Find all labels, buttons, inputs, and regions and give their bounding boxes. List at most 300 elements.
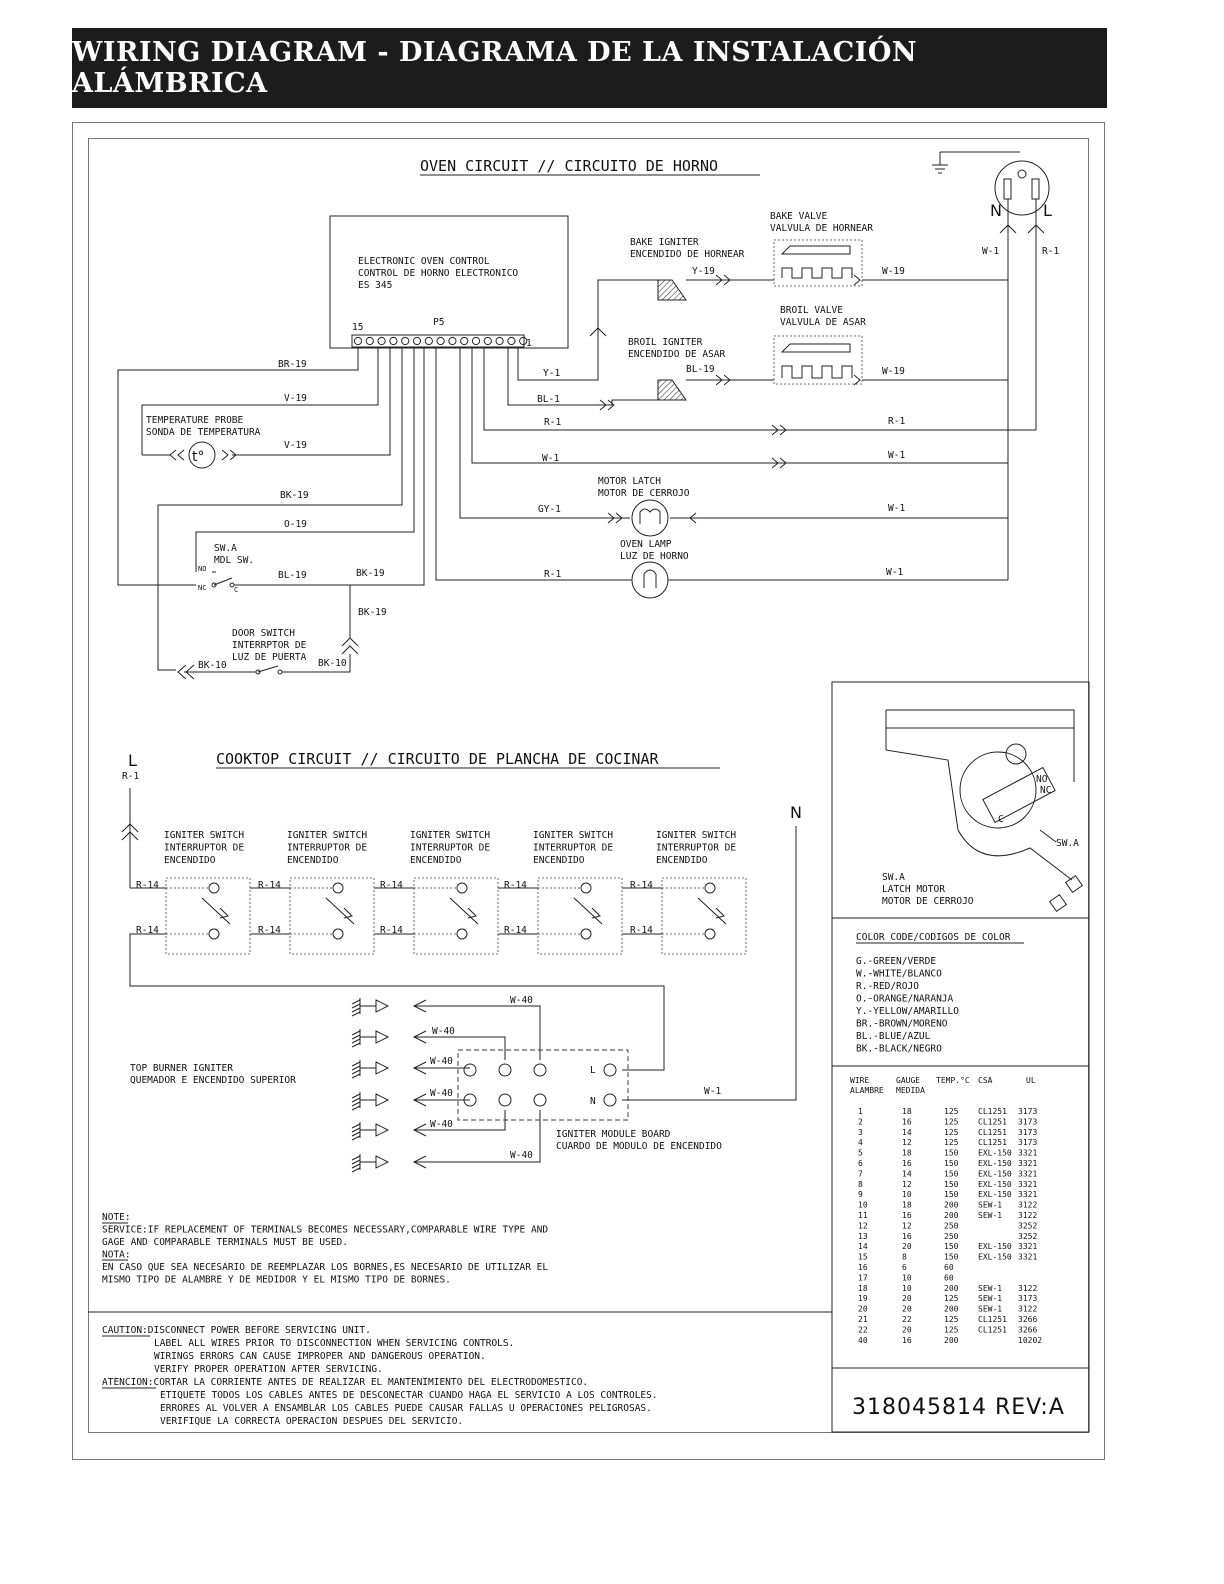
table-cell: 4 [858, 1138, 863, 1148]
connector-pin [390, 337, 397, 344]
table-cell: 10202 [1018, 1335, 1043, 1345]
burner-electrode [352, 998, 426, 1016]
burner-electrode [352, 1029, 426, 1047]
table-cell: CL1251 [978, 1117, 1007, 1127]
table-cell: 10 [858, 1200, 868, 1210]
table-cell: 20 [858, 1304, 868, 1314]
caution-line: ETIQUETE TODOS LOS CABLES ANTES DE DESCONECTAR CUANDO HAGA EL SERVICIO A LOS CONTROLES. [160, 1390, 658, 1401]
connector-pin [508, 337, 515, 344]
w40-label-4: W-40 [430, 1088, 453, 1099]
wire-label-r14: R-14 [258, 880, 281, 891]
table-cell: EXL-150 [978, 1148, 1012, 1158]
wire-label-r14: R-14 [630, 880, 653, 891]
table-cell: 3122 [1018, 1200, 1038, 1210]
table-cell: 150 [944, 1159, 959, 1168]
table-cell: 9 [858, 1190, 863, 1200]
broil-igniter-label-2: ENCENDIDO DE ASAR [628, 349, 726, 360]
table-cell: 20 [902, 1242, 912, 1252]
wire-spec-table [850, 1076, 1042, 1345]
table-cell: 3321 [1018, 1242, 1038, 1252]
table-cell: EXL-150 [978, 1190, 1012, 1200]
door-switch-symbol [258, 666, 278, 672]
part-number: 318045814 REV:A [852, 1395, 1065, 1420]
table-cell: 125 [944, 1107, 959, 1116]
cooktop-n-label: N [790, 803, 802, 822]
oven-circuit-title: OVEN CIRCUIT // CIRCUITO DE HORNO [420, 157, 719, 175]
table-cell: 125 [944, 1325, 959, 1335]
table-cell: 3252 [1018, 1231, 1038, 1241]
table-cell: EXL-150 [978, 1242, 1012, 1252]
table-cell: 11 [858, 1211, 868, 1220]
igniter-switch-label: ENCENDIDO [533, 855, 585, 866]
table-cell: 60 [944, 1263, 954, 1272]
cooktop-w1-label: W-1 [704, 1086, 722, 1097]
caution-line: LABEL ALL WIRES PRIOR TO DISCONNECTION WHEN SERVICING CONTROLS. [154, 1338, 515, 1349]
table-cell: 200 [944, 1200, 959, 1210]
broil-igniter-label-1: BROIL IGNITER [628, 337, 703, 348]
table-cell: 125 [944, 1315, 959, 1324]
table-cell: 19 [858, 1294, 868, 1304]
table-header: CSA [978, 1076, 993, 1085]
broil-valve-label-1: BROIL VALVE [780, 305, 843, 316]
table-cell: 14 [858, 1242, 868, 1252]
table-cell: SEW-1 [978, 1294, 1003, 1304]
page-title: WIRING DIAGRAM - DIAGRAMA DE LA INSTALACIÓN ALÁMBRICA [72, 37, 918, 99]
note-line: NOTE: [102, 1212, 131, 1223]
igniter-switch-label: INTERRUPTOR DE [287, 842, 368, 854]
caution-line: ERRORES AL VOLVER A ENSAMBLAR LOS CABLES PUEDE CAUSAR FALLAS U OPERACIONES PELIGROSAS. [160, 1403, 652, 1414]
bake-valve-label-1: BAKE VALVE [770, 211, 828, 222]
table-cell: 12 [902, 1179, 912, 1189]
igniter-switch-label: INTERRUPTOR DE [656, 842, 737, 854]
color-code-entry: BR.-BROWN/MORENO [856, 1018, 948, 1030]
connector-pin [449, 337, 456, 344]
wire-label-bk19-c: BK-19 [358, 607, 387, 618]
broil-valve-coil [782, 344, 850, 352]
table-cell: EXL-150 [978, 1159, 1012, 1168]
plug-r1-label: R-1 [1042, 246, 1060, 257]
latch-motor-drawing [886, 710, 1082, 911]
top-burner-label-1: TOP BURNER IGNITER [130, 1063, 233, 1074]
wire-label-w1-c: W-1 [888, 503, 906, 514]
table-cell: 12 [902, 1221, 912, 1231]
table-cell: 40 [858, 1335, 868, 1345]
connector-pin [472, 337, 479, 344]
table-cell: 14 [902, 1127, 912, 1137]
wire-label-bl1: BL-1 [537, 394, 560, 405]
color-code-list [856, 956, 959, 1055]
wire-label-w1-a: W-1 [542, 453, 560, 464]
igniter-switch-label: INTERRUPTOR DE [533, 842, 614, 854]
color-code-entry: G.-GREEN/VERDE [856, 956, 937, 967]
temp-probe-label-2: SONDA DE TEMPERATURA [146, 427, 261, 438]
burner-electrode [352, 1092, 426, 1110]
motor-winding [640, 509, 660, 524]
service-notes [102, 1212, 548, 1286]
table-cell: 18 [902, 1200, 912, 1210]
table-cell: 3321 [1018, 1179, 1038, 1189]
motor-latch-label-1: MOTOR LATCH [598, 476, 661, 487]
broil-igniter [658, 380, 686, 400]
table-cell: 3173 [1018, 1294, 1038, 1304]
igniter-switch-label: IGNITER SWITCH [533, 830, 614, 841]
module-terminal [534, 1064, 546, 1076]
table-cell: 3 [858, 1127, 863, 1137]
wire-label-r14: R-14 [380, 880, 403, 891]
wire-label-y19: Y-19 [692, 266, 715, 277]
color-code-entry: R.-RED/ROJO [856, 981, 919, 992]
color-code-entry: BL.-BLUE/AZUL [856, 1031, 931, 1042]
igniter-module-board [458, 1050, 628, 1120]
caution-line: VERIFY PROPER OPERATION AFTER SERVICING. [154, 1364, 383, 1375]
table-cell: 200 [944, 1335, 959, 1345]
plug-n-label: N [990, 201, 1002, 220]
wire-label-br19: BR-19 [278, 359, 307, 370]
wire-label-w19-a: W-19 [882, 266, 905, 277]
table-cell: 200 [944, 1304, 959, 1314]
sw-a-common [230, 583, 234, 587]
table-cell: 3173 [1018, 1138, 1038, 1148]
sw-a-c: C [234, 586, 239, 594]
bake-igniter [658, 280, 686, 300]
wire-label-r1-b: R-1 [888, 416, 906, 427]
probe-symbol: t° [192, 449, 205, 465]
table-cell: 250 [944, 1221, 959, 1231]
igniter-switch-label: ENCENDIDO [410, 855, 462, 866]
wire-label-y1: Y-1 [543, 368, 561, 379]
table-cell: EXL-150 [978, 1169, 1012, 1179]
temp-probe-label-1: TEMPERATURE PROBE [146, 415, 244, 426]
table-cell: 3122 [1018, 1211, 1038, 1220]
table-cell: 7 [858, 1169, 863, 1179]
table-cell: EXL-150 [978, 1179, 1012, 1189]
connector-pin-1: 1 [526, 338, 532, 349]
table-cell: 10 [902, 1283, 912, 1293]
wire-label-r1-c: R-1 [544, 569, 562, 580]
bake-igniter-label-1: BAKE IGNITER [630, 237, 699, 248]
broil-valve-solenoid [782, 366, 852, 378]
wire-label-bk19-a: BK-19 [280, 490, 309, 501]
door-switch-label-1: DOOR SWITCH [232, 628, 295, 639]
table-cell: SEW-1 [978, 1200, 1003, 1210]
wire-label-r14: R-14 [258, 925, 281, 936]
table-cell: 2 [858, 1117, 863, 1127]
table-cell: 17 [858, 1273, 868, 1283]
module-terminal [604, 1094, 616, 1106]
sw-a-nc: NC [198, 584, 207, 592]
table-cell: 12 [858, 1221, 868, 1231]
broil-valve [774, 336, 862, 384]
w40-label-3: W-40 [430, 1056, 453, 1067]
w40-label-6: W-40 [510, 1150, 533, 1161]
module-terminal [604, 1064, 616, 1076]
table-cell: 200 [944, 1283, 959, 1293]
table-cell: 3173 [1018, 1107, 1038, 1116]
wire-label-w1-b: W-1 [888, 450, 906, 461]
table-cell: 3321 [1018, 1148, 1038, 1158]
connector-pin [402, 337, 409, 344]
wire-label-bk19-b: BK-19 [356, 568, 385, 579]
table-cell: 8 [858, 1179, 863, 1189]
connector-pin [496, 337, 503, 344]
table-cell: SEW-1 [978, 1304, 1003, 1314]
igniter-switches [136, 830, 746, 954]
igniter-switch-label: INTERRUPTOR DE [164, 842, 245, 854]
module-terminal [464, 1064, 476, 1076]
table-cell: SEW-1 [978, 1211, 1003, 1220]
connector-pin [425, 337, 432, 344]
table-cell: 5 [858, 1148, 863, 1158]
table-cell: 3321 [1018, 1252, 1038, 1262]
wire-label-bl19-b: BL-19 [686, 364, 715, 375]
board-n-label: N [590, 1096, 596, 1107]
w40-label-5: W-40 [430, 1119, 453, 1130]
table-cell: 125 [944, 1117, 959, 1127]
latch-label-1: SW.A [882, 872, 905, 883]
bake-valve [774, 240, 862, 286]
table-cell: 8 [902, 1252, 907, 1262]
cooktop-r1-label: R-1 [122, 771, 140, 782]
igniter-switch-label: IGNITER SWITCH [656, 830, 737, 841]
table-cell: 10 [902, 1190, 912, 1200]
top-burner-label-2: QUEMADOR E ENCENDIDO SUPERIOR [130, 1075, 296, 1086]
wire-label-r14: R-14 [136, 880, 159, 891]
table-cell: 18 [902, 1148, 912, 1158]
igniter-switch-label: IGNITER SWITCH [287, 830, 368, 841]
table-cell: 3252 [1018, 1221, 1038, 1231]
door-switch-contact-b [278, 670, 282, 674]
wire-label-r14: R-14 [504, 925, 527, 936]
note-line: EN CASO QUE SEA NECESARIO DE REEMPLAZAR LOS BORNES,ES NECESARIO DE UTILIZAR EL [102, 1262, 549, 1273]
wire-label-r1-a: R-1 [544, 417, 562, 428]
control-label-1: ELECTRONIC OVEN CONTROL [358, 256, 490, 267]
top-burner-electrodes [352, 998, 426, 1172]
table-cell: 150 [944, 1242, 959, 1252]
table-cell: CL1251 [978, 1315, 1007, 1324]
table-cell: 150 [944, 1252, 959, 1262]
caution-line: WIRINGS ERRORS CAN CAUSE IMPROPER AND DANGEROUS OPERATION. [154, 1351, 486, 1362]
connector-pin [378, 337, 385, 344]
bake-valve-label-2: VALVULA DE HORNEAR [770, 223, 873, 234]
latch-no: NO [1036, 774, 1048, 785]
latch-label-2: LATCH MOTOR [882, 884, 945, 895]
broil-valve-label-2: VALVULA DE ASAR [780, 317, 866, 328]
table-cell: 16 [858, 1263, 868, 1272]
note-line: NOTA: [102, 1249, 131, 1261]
table-cell: 125 [944, 1127, 959, 1137]
table-cell: 16 [902, 1159, 912, 1168]
motor-latch-icon [632, 500, 668, 536]
control-label-3: ES 345 [358, 280, 393, 291]
plug-w1-label: W-1 [982, 246, 1000, 257]
table-header: WIRE [850, 1076, 870, 1085]
igniter-switch-label: ENCENDIDO [656, 855, 708, 866]
color-code-entry: Y.-YELLOW/AMARILLO [856, 1006, 959, 1017]
latch-nc: NC [1040, 785, 1052, 796]
motor-latch-label-2: MOTOR DE CERROJO [598, 488, 690, 499]
sw-a-label-2: MDL SW. [214, 555, 255, 566]
table-cell: 150 [944, 1190, 959, 1200]
igniter-switch-label: INTERRUPTOR DE [410, 842, 491, 854]
table-header: GAUGE [896, 1076, 921, 1085]
oven-lamp-icon [632, 562, 668, 598]
table-cell: 3321 [1018, 1190, 1038, 1200]
table-cell: EXL-150 [978, 1252, 1012, 1262]
table-cell: 6 [858, 1159, 863, 1168]
caution-line: ATENCION:CORTAR LA CORRIENTE ANTES DE REALIZAR EL MANTENIMIENTO DEL ELECTRODOMESTICO. [102, 1377, 589, 1388]
wire-label-v19-a: V-19 [284, 393, 307, 404]
connector-pins [354, 337, 526, 344]
w40-label-2: W-40 [432, 1026, 455, 1037]
cooktop-l-label: L [128, 751, 137, 770]
connector-pin [354, 337, 361, 344]
table-cell: 60 [944, 1273, 954, 1283]
table-cell: CL1251 [978, 1127, 1007, 1137]
wire-label-r14: R-14 [380, 925, 403, 936]
table-cell: 3173 [1018, 1117, 1038, 1127]
latch-swa: SW.A [1056, 838, 1079, 849]
table-cell: 1 [858, 1107, 863, 1116]
wire-label-bk10-b: BK-10 [318, 658, 347, 669]
burner-electrode [352, 1122, 426, 1140]
wire-label-r14: R-14 [630, 925, 653, 936]
table-header: TEMP.°C [936, 1076, 970, 1085]
note-line: GAGE AND COMPARABLE TERMINALS MUST BE USED. [102, 1237, 348, 1248]
wire-label-o19: O-19 [284, 519, 307, 530]
table-cell: 16 [902, 1335, 912, 1345]
lamp-filament [644, 570, 656, 588]
table-cell: 20 [902, 1294, 912, 1304]
table-cell: 3266 [1018, 1315, 1038, 1324]
table-cell: 3321 [1018, 1169, 1038, 1179]
color-code-entry: W.-WHITE/BLANCO [856, 968, 942, 980]
ground-symbol [932, 152, 1020, 173]
plug-l-label: L [1043, 201, 1052, 220]
connector-pin-15: 15 [352, 322, 364, 333]
table-cell: SEW-1 [978, 1283, 1003, 1293]
wire-label-w19-b: W-19 [882, 366, 905, 377]
oven-lamp-label-1: OVEN LAMP [620, 539, 672, 550]
bake-igniter-label-2: ENCENDIDO DE HORNEAR [630, 249, 745, 260]
door-switch-label-2: INTERRPTOR DE [232, 640, 307, 651]
table-cell: 18 [902, 1107, 912, 1116]
note-line: MISMO TIPO DE ALAMBRE Y DE MEDIDOR Y EL MISMO TIPO DE BORNES. [102, 1274, 451, 1286]
bake-valve-solenoid [782, 268, 852, 278]
power-plug [995, 161, 1049, 240]
sw-a-label-1: SW.A [214, 543, 237, 554]
igniter-switch-label: ENCENDIDO [287, 855, 339, 866]
connector-name: P5 [433, 317, 445, 328]
module-board-label-1: IGNITER MODULE BOARD [556, 1129, 671, 1140]
table-cell: 22 [902, 1315, 912, 1324]
table-cell: 18 [858, 1283, 868, 1293]
table-cell: 200 [944, 1211, 959, 1220]
table-cell: 3266 [1018, 1325, 1038, 1335]
table-cell: 3173 [1018, 1127, 1038, 1137]
table-header: ALAMBRE [850, 1086, 884, 1095]
igniter-switch-label: IGNITER SWITCH [164, 830, 245, 841]
table-cell: 250 [944, 1231, 959, 1241]
table-cell: 125 [944, 1138, 959, 1148]
connector-pin [437, 337, 444, 344]
igniter-switch-label: ENCENDIDO [164, 855, 216, 866]
door-switch-label-3: LUZ DE PUERTA [232, 652, 307, 663]
wire-label-r14: R-14 [504, 880, 527, 891]
table-cell: 12 [902, 1138, 912, 1148]
oven-lamp-label-2: LUZ DE HORNO [620, 551, 689, 562]
caution-notes [102, 1325, 658, 1427]
table-cell: 3321 [1018, 1159, 1038, 1168]
wire-label-v19-b: V-19 [284, 440, 307, 451]
igniter-switch [662, 878, 746, 954]
table-cell: 20 [902, 1325, 912, 1335]
table-cell: 125 [944, 1294, 959, 1304]
table-cell: 22 [858, 1325, 868, 1335]
module-terminal [534, 1094, 546, 1106]
latch-label-3: MOTOR DE CERROJO [882, 896, 974, 907]
connector-pin [484, 337, 491, 344]
table-cell: 150 [944, 1169, 959, 1179]
burner-electrode [352, 1060, 426, 1078]
wire-label-r14: R-14 [136, 925, 159, 936]
latch-c: C [998, 814, 1004, 825]
table-cell: 13 [858, 1231, 868, 1241]
color-code-entry: BK.-BLACK/NEGRO [856, 1043, 942, 1055]
table-cell: 20 [902, 1304, 912, 1314]
table-cell: CL1251 [978, 1325, 1007, 1335]
caution-line: VERIFIQUE LA CORRECTA OPERACION DESPUES DEL SERVICIO. [160, 1416, 464, 1427]
wire-label-w1-d: W-1 [886, 567, 904, 578]
table-cell: 16 [902, 1117, 912, 1127]
color-code-entry: O.-ORANGE/NARANJA [856, 993, 954, 1005]
note-line: SERVICE:IF REPLACEMENT OF TERMINALS BECOMES NECESSARY,COMPARABLE WIRE TYPE AND [102, 1224, 549, 1236]
wire-label-gy1: GY-1 [538, 504, 561, 515]
color-code-title: COLOR CODE/CODIGOS DE COLOR [856, 932, 1011, 943]
table-cell: 6 [902, 1263, 907, 1272]
module-board-label-2: CUARDO DE MODULO DE ENCENDIDO [556, 1141, 722, 1152]
module-terminal [499, 1094, 511, 1106]
control-label-2: CONTROL DE HORNO ELECTRONICO [358, 268, 519, 279]
table-cell: 16 [902, 1231, 912, 1241]
table-cell: 150 [944, 1179, 959, 1189]
burner-electrode [352, 1154, 426, 1172]
connector-pin [366, 337, 373, 344]
table-cell: 14 [902, 1169, 912, 1179]
w40-label-1: W-40 [510, 995, 533, 1006]
table-cell: 16 [902, 1211, 912, 1220]
bake-valve-coil [782, 246, 850, 254]
table-cell: 150 [944, 1148, 959, 1158]
table-cell: 3122 [1018, 1304, 1038, 1314]
wire-label-bl19: BL-19 [278, 570, 307, 581]
table-header: MEDIDA [896, 1086, 925, 1095]
caution-line: CAUTION:DISCONNECT POWER BEFORE SERVICING UNIT. [102, 1325, 371, 1336]
table-cell: 15 [858, 1252, 868, 1262]
table-cell: 21 [858, 1315, 868, 1324]
wire-label-bk10-a: BK-10 [198, 660, 227, 671]
board-l-label: L [590, 1065, 596, 1076]
table-cell: CL1251 [978, 1138, 1007, 1148]
connector-pin [413, 337, 420, 344]
connector-pin [461, 337, 468, 344]
table-cell: 10 [902, 1273, 912, 1283]
module-terminal [499, 1064, 511, 1076]
igniter-switch-label: IGNITER SWITCH [410, 830, 491, 841]
table-cell: CL1251 [978, 1107, 1007, 1116]
table-header: UL [1026, 1076, 1036, 1085]
cooktop-circuit-title: COOKTOP CIRCUIT // CIRCUITO DE PLANCHA DE COCINAR [216, 750, 659, 768]
table-cell: 3122 [1018, 1283, 1038, 1293]
